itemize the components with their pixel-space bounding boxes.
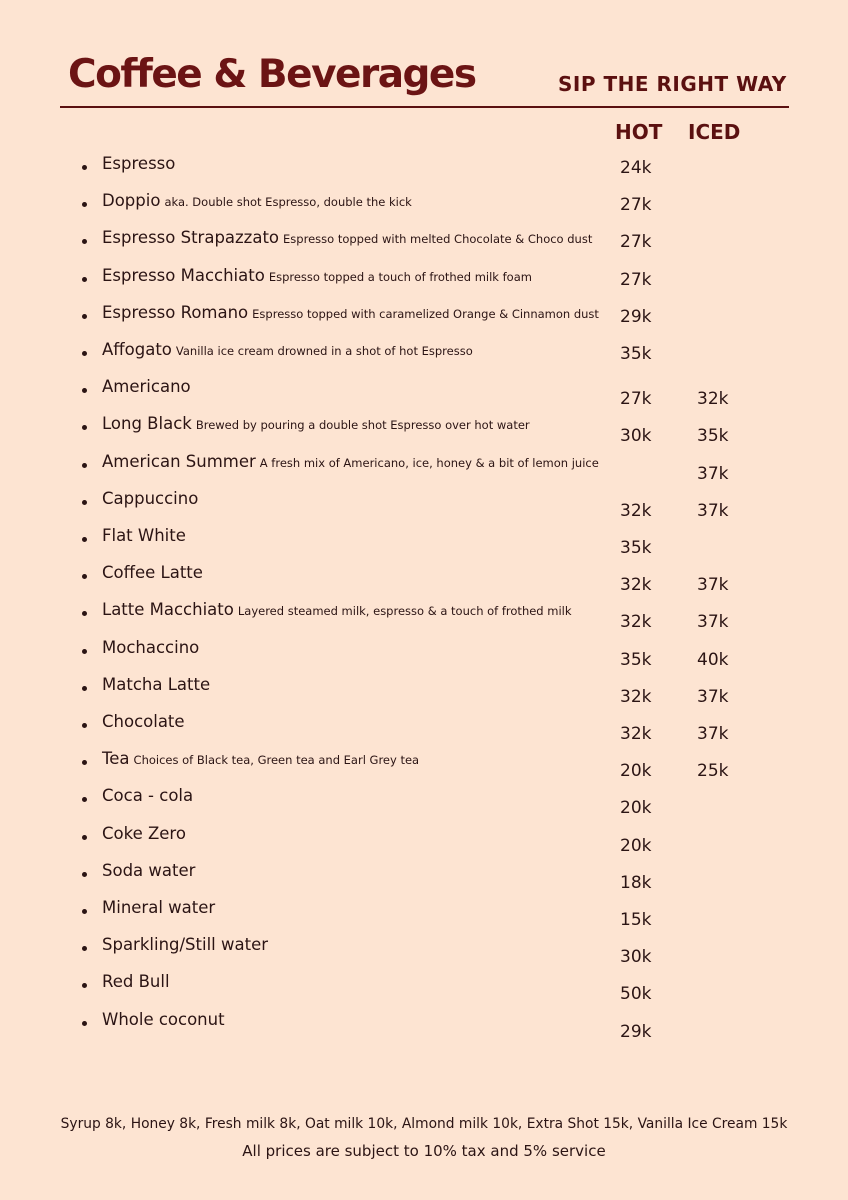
bullet-icon	[82, 1021, 87, 1026]
menu-item-name	[102, 638, 203, 657]
menu-item-name	[102, 749, 419, 768]
menu-item-name	[102, 154, 179, 173]
iced-price: 37k	[697, 724, 729, 744]
bullet-icon	[82, 314, 87, 319]
iced-price: 37k	[697, 575, 729, 596]
item-name: Espresso Macchiato	[102, 265, 265, 285]
item-name: Espresso	[102, 154, 176, 173]
bullet-icon	[82, 351, 87, 356]
hot-price: 20k	[620, 835, 652, 856]
item-name: Affogato	[102, 340, 172, 359]
item-name: Long Black	[102, 414, 192, 434]
item-name: Mineral water	[102, 898, 216, 917]
iced-price: 37k	[697, 500, 729, 521]
bullet-icon	[82, 649, 87, 654]
menu-item-name	[102, 191, 412, 210]
hot-price: 27k	[620, 389, 652, 410]
bullet-icon	[82, 797, 87, 802]
menu-item-name	[102, 861, 199, 880]
menu-item-name	[102, 786, 197, 805]
bullet-icon	[82, 239, 87, 244]
menu-item-name	[102, 898, 219, 917]
menu-item-name	[102, 935, 272, 954]
menu-item-name	[102, 1010, 229, 1029]
hot-price: 35k	[620, 344, 652, 364]
menu-item-name	[102, 489, 202, 508]
item-name: Sparkling/Still water	[102, 935, 269, 955]
addons-note: Syrup 8k, Honey 8k, Fresh milk 8k, Oat milk 10k, Almond milk 10k, Extra Shot 15k, Vanilla Ice Cream 15k	[60, 1116, 788, 1132]
item-name: Americano	[102, 377, 191, 397]
menu-item-name	[102, 377, 195, 396]
item-description: Espresso topped with caramelized Orange & Cinnamon dust	[252, 306, 599, 321]
item-name: Mochaccino	[102, 637, 200, 657]
item-name: Cappuccino	[102, 488, 199, 508]
item-name: Latte Macchiato	[102, 600, 234, 620]
item-name: Red Bull	[102, 972, 170, 992]
hot-price: 27k	[620, 232, 652, 253]
hot-price: 35k	[620, 649, 652, 670]
hot-column-header: HOT	[615, 120, 663, 144]
hot-price: 27k	[620, 269, 652, 290]
item-description: Vanilla ice cream drowned in a shot of hot Espresso	[175, 344, 473, 358]
item-description: A fresh mix of Americano, ice, honey & a bit of lemon juice	[259, 455, 599, 470]
hot-price: 30k	[620, 947, 652, 968]
iced-price: 37k	[697, 463, 729, 484]
hot-price: 18k	[620, 872, 652, 893]
bullet-icon	[82, 686, 87, 691]
hot-price: 50k	[620, 984, 652, 1005]
hot-price: 32k	[620, 500, 652, 521]
bullet-icon	[82, 611, 87, 616]
bullet-icon	[82, 425, 87, 430]
item-name: Coke Zero	[102, 823, 186, 843]
item-description: aka. Double shot Espresso, double the kick	[164, 195, 412, 210]
bullet-icon	[82, 909, 87, 914]
item-name: American Summer	[102, 451, 256, 471]
tagline: SIP THE RIGHT WAY	[558, 72, 787, 96]
hot-price: 35k	[620, 538, 652, 558]
item-name: Espresso Strapazzato	[102, 228, 280, 248]
iced-price: 25k	[697, 761, 729, 782]
hot-price: 27k	[620, 195, 652, 216]
hot-price: 29k	[620, 1021, 652, 1042]
bullet-icon	[82, 946, 87, 951]
page-title: Coffee & Beverages	[68, 52, 476, 97]
bullet-icon	[82, 835, 87, 840]
iced-price: 32k	[697, 389, 729, 410]
bullet-icon	[82, 537, 87, 542]
bullet-icon	[82, 872, 87, 877]
bullet-icon	[82, 760, 87, 765]
menu-item-name	[102, 228, 592, 247]
hot-price: 32k	[620, 575, 652, 596]
iced-price: 35k	[697, 426, 729, 447]
item-description: Layered steamed milk, espresso & a touch of frothed milk	[237, 604, 572, 619]
menu-item-name	[102, 600, 572, 619]
hot-price: 20k	[620, 761, 652, 782]
menu-item-name	[102, 303, 599, 322]
item-name: Doppio	[102, 191, 161, 211]
menu-item-row	[0, 1009, 848, 1053]
menu-item-name	[102, 526, 190, 545]
item-description: Espresso topped with melted Chocolate & Choco dust	[283, 232, 593, 247]
menu-item-name	[102, 712, 189, 731]
menu-item-name	[102, 972, 174, 991]
hot-price: 32k	[620, 686, 652, 707]
item-description: Espresso topped a touch of frothed milk foam	[268, 269, 532, 284]
iced-price: 40k	[697, 649, 729, 670]
menu-item-name	[102, 452, 599, 471]
hot-price: 24k	[620, 158, 652, 178]
iced-price: 37k	[697, 612, 729, 633]
item-name: Coffee Latte	[102, 563, 203, 583]
bullet-icon	[82, 574, 87, 579]
hot-price: 29k	[620, 306, 652, 327]
bullet-icon	[82, 463, 87, 468]
hot-price: 20k	[620, 798, 652, 819]
tax-note: All prices are subject to 10% tax and 5% service	[242, 1142, 606, 1160]
hot-price: 32k	[620, 612, 652, 633]
bullet-icon	[82, 983, 87, 988]
menu-item-name	[102, 675, 214, 694]
item-name: Coca - cola	[102, 786, 194, 806]
hot-price: 32k	[620, 724, 652, 744]
menu-item-name	[102, 824, 190, 843]
bullet-icon	[82, 277, 87, 282]
item-description: Brewed by pouring a double shot Espresso over hot water	[195, 418, 530, 433]
menu-item-name	[102, 563, 207, 582]
item-name: Flat White	[102, 526, 186, 545]
item-name: Whole coconut	[102, 1009, 225, 1029]
item-name: Matcha Latte	[102, 674, 211, 694]
iced-column-header: ICED	[688, 120, 741, 144]
iced-price: 37k	[697, 686, 729, 707]
bullet-icon	[82, 388, 87, 393]
menu-item-name	[102, 340, 473, 359]
menu-item-name	[102, 266, 532, 285]
item-name: Soda water	[102, 860, 196, 880]
hot-price: 15k	[620, 910, 652, 930]
hot-price: 30k	[620, 426, 652, 447]
bullet-icon	[82, 500, 87, 505]
menu-item-name	[102, 414, 530, 433]
bullet-icon	[82, 202, 87, 207]
item-name: Tea	[102, 749, 130, 769]
item-name: Chocolate	[102, 712, 185, 731]
bullet-icon	[82, 723, 87, 728]
bullet-icon	[82, 165, 87, 170]
item-description: Choices of Black tea, Green tea and Earl Grey tea	[133, 753, 420, 768]
item-name: Espresso Romano	[102, 302, 249, 322]
